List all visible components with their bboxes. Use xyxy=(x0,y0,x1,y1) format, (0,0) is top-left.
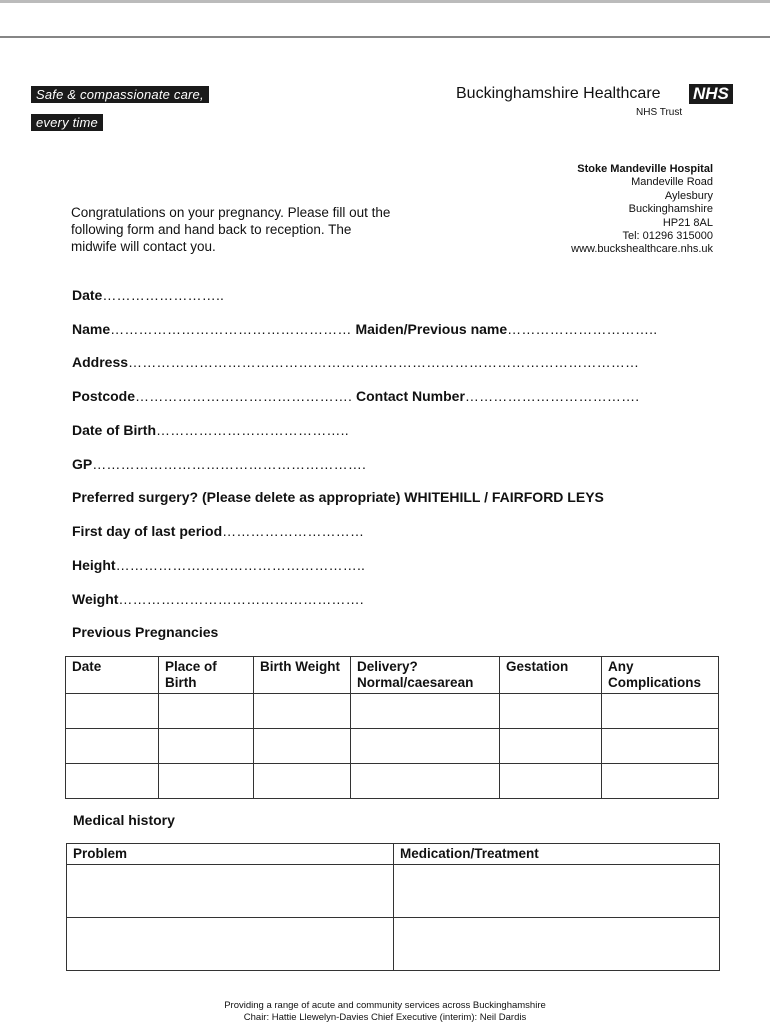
address-dots: ……………………………………………………………………………………………… xyxy=(128,354,640,370)
name-field[interactable] xyxy=(72,321,657,337)
maiden-name-label: Maiden/Previous name xyxy=(355,321,508,337)
postcode-label: Postcode xyxy=(72,388,136,404)
previous-pregnancies-table xyxy=(65,656,719,799)
weight-label: Weight xyxy=(72,591,119,607)
date-dots: …………………….. xyxy=(102,287,225,303)
table-cell[interactable] xyxy=(351,729,500,764)
table-cell[interactable] xyxy=(602,764,719,799)
table-cell[interactable] xyxy=(66,694,159,729)
table-cell[interactable] xyxy=(66,764,159,799)
table-header-row xyxy=(67,844,720,865)
table-cell[interactable] xyxy=(66,729,159,764)
table-header-row xyxy=(66,657,719,694)
col-birth-weight: Birth Weight xyxy=(254,657,351,694)
table-cell[interactable] xyxy=(394,865,720,918)
dob-dots: ………………………………….. xyxy=(156,422,349,438)
table-cell[interactable] xyxy=(159,729,254,764)
dob-field[interactable] xyxy=(72,422,349,438)
height-dots: …………………………………………….. xyxy=(115,557,366,573)
height-label: Height xyxy=(72,557,116,573)
table-cell[interactable] xyxy=(351,764,500,799)
gp-field[interactable] xyxy=(72,456,366,472)
hospital-address xyxy=(571,163,713,257)
gp-dots: …………………………………………………. xyxy=(92,456,367,472)
table-cell[interactable] xyxy=(254,764,351,799)
height-field[interactable] xyxy=(72,557,365,573)
scan-line xyxy=(0,36,770,38)
postcode-dots: ………………………………………. xyxy=(135,388,353,404)
last-period-field[interactable] xyxy=(72,523,364,539)
preferred-surgery-label: Preferred surgery? (Please delete as appropriate) WHITEHILL / FAIRFORD LEYS xyxy=(72,489,604,505)
col-gestation: Gestation xyxy=(500,657,602,694)
table-cell[interactable] xyxy=(254,694,351,729)
col-medication: Medication/Treatment xyxy=(394,844,720,865)
nhs-trust-label: NHS Trust xyxy=(636,107,683,118)
gp-label: GP xyxy=(72,456,93,472)
hospital-town: Aylesbury xyxy=(664,189,713,202)
footer xyxy=(0,1000,770,1023)
previous-pregnancies-title: Previous Pregnancies xyxy=(72,624,219,640)
table-cell[interactable] xyxy=(394,918,720,971)
medical-history-table xyxy=(66,843,720,971)
date-label: Date xyxy=(72,287,103,303)
col-delivery: Delivery? Normal/caesarean xyxy=(351,657,500,694)
name-label: Name xyxy=(72,321,111,337)
hospital-name: Stoke Mandeville Hospital xyxy=(577,163,713,175)
hospital-web: www.buckshealthcare.nhs.uk xyxy=(571,243,713,256)
footer-line-2: Chair: Hattie Llewelyn-Davies Chief Executive (interim): Neil Dardis xyxy=(243,1011,527,1023)
date-field[interactable] xyxy=(72,287,224,303)
footer-line-1: Providing a range of acute and community services across Buckinghamshire xyxy=(224,1000,546,1011)
contact-number-dots: ………………………………. xyxy=(464,388,640,404)
table-cell[interactable] xyxy=(67,918,394,971)
name-dots: …………………………………………… xyxy=(110,321,352,337)
table-cell[interactable] xyxy=(602,694,719,729)
hospital-county: Buckinghamshire xyxy=(628,203,713,216)
contact-number-label: Contact Number xyxy=(356,388,465,404)
dob-label: Date of Birth xyxy=(72,422,156,438)
last-period-label: First day of last period xyxy=(72,523,223,539)
slogan-line-2: every time xyxy=(31,114,103,131)
intro-text: Congratulations on your pregnancy. Please fill out the following form and hand back to reception. The midwife will contact you. xyxy=(71,205,391,254)
table-row xyxy=(66,764,719,799)
hospital-road: Mandeville Road xyxy=(631,176,713,189)
last-period-dots: ………………………… xyxy=(222,523,365,539)
nhs-logo: NHS xyxy=(689,84,733,104)
table-row xyxy=(66,694,719,729)
col-place-of-birth: Place of Birth xyxy=(159,657,254,694)
medical-history-title: Medical history xyxy=(73,812,175,828)
table-cell[interactable] xyxy=(500,729,602,764)
table-cell[interactable] xyxy=(159,694,254,729)
table-cell[interactable] xyxy=(67,865,394,918)
slogan-line-1: Safe & compassionate care, xyxy=(31,86,209,103)
address-label: Address xyxy=(72,354,129,370)
hospital-postcode: HP21 8AL xyxy=(662,216,713,229)
preferred-surgery-field[interactable] xyxy=(72,489,604,505)
table-cell[interactable] xyxy=(254,729,351,764)
postcode-field[interactable] xyxy=(72,388,639,404)
col-problem: Problem xyxy=(67,844,394,865)
table-cell[interactable] xyxy=(351,694,500,729)
table-row xyxy=(67,865,720,918)
weight-field[interactable] xyxy=(72,591,364,607)
table-row xyxy=(66,729,719,764)
hospital-tel: Tel: 01296 315000 xyxy=(622,230,713,243)
table-cell[interactable] xyxy=(500,694,602,729)
maiden-name-dots: ………………………….. xyxy=(507,321,658,337)
weight-dots: ……………………………………………. xyxy=(118,591,364,607)
table-row xyxy=(67,918,720,971)
table-cell[interactable] xyxy=(500,764,602,799)
col-complications: Any Complications xyxy=(602,657,719,694)
address-field[interactable] xyxy=(72,354,639,370)
col-date: Date xyxy=(66,657,159,694)
trust-name: Buckinghamshire Healthcare xyxy=(456,85,661,102)
table-cell[interactable] xyxy=(602,729,719,764)
scan-edge xyxy=(0,0,770,3)
table-cell[interactable] xyxy=(159,764,254,799)
